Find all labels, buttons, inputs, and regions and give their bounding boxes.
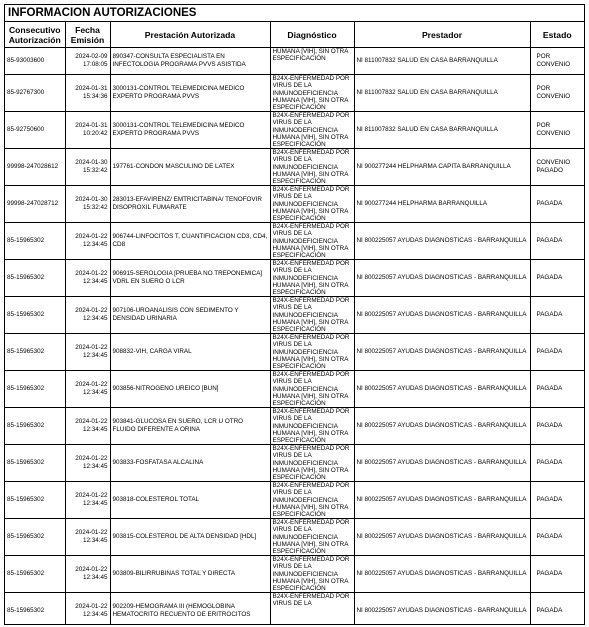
cell-estado: PAGADA — [530, 519, 584, 556]
cell-estado: PAGADA — [530, 297, 584, 334]
cell-estado: POR CONVENIO — [530, 112, 584, 149]
cell-consecutivo: 85-15965302 — [5, 519, 65, 556]
section-title: INFORMACION AUTORIZACIONES — [5, 5, 584, 22]
cell-fecha: 2024-01-22 12:34:45 — [65, 334, 110, 371]
cell-consecutivo: 85-92767300 — [5, 75, 65, 112]
cell-fecha: 2024-01-30 15:32:42 — [65, 149, 110, 186]
cell-consecutivo: 85-93003600 — [5, 48, 65, 75]
cell-consecutivo: 85-15965302 — [5, 297, 65, 334]
table-row — [5, 593, 584, 626]
cell-prestacion: 903818-COLESTEROL TOTAL — [110, 482, 270, 519]
cell-prestador: NI 800225057 AYUDAS DIAGNOSTICAS - BARRANQUILLA — [354, 519, 530, 556]
header-fecha: Fecha Emisión — [65, 22, 110, 48]
cell-prestador: NI 800225057 AYUDAS DIAGNOSTICAS - BARRANQUILLA — [354, 223, 530, 260]
cell-consecutivo: 85-15965302 — [5, 371, 65, 408]
cell-prestacion: 907106-UROANALISIS CON SEDIMENTO Y DENSIDAD URINARIA — [110, 297, 270, 334]
cell-prestador: NI 900277244 HELPHARMA CAPITA BARRANQUILLA — [354, 149, 530, 186]
header-prestador: Prestador — [354, 22, 530, 48]
cell-diagnostico: B24X-ENFERMEDAD POR VIRUS DE LA INMUNODEFICIENCIA HUMANA [VIH], SIN OTRA ESPECIFICACIÓN — [272, 223, 350, 259]
cell-prestacion: 906744-LINFOCITOS T, CUANTIFICACION CD3, CD4, CD8 — [110, 223, 270, 260]
table-row — [5, 482, 584, 519]
cell-prestacion: 3000131-CONTROL TELEMEDICINA MEDICO EXPERTO PROGRAMA PVVS — [110, 75, 270, 112]
cell-estado: PAGADA — [530, 445, 584, 482]
cell-fecha: 2024-01-22 12:34:45 — [65, 371, 110, 408]
cell-prestacion: 890347-CONSULTA ESPECIALISTA EN INFECTOLOGIA PROGRAMA PVVS ASISTIDA — [110, 48, 270, 75]
cell-estado: POR CONVENIO — [530, 75, 584, 112]
table-header-row — [5, 22, 584, 48]
cell-prestador: NI 800225057 AYUDAS DIAGNOSTICAS - BARRANQUILLA — [354, 297, 530, 334]
table-row — [5, 260, 584, 297]
cell-diagnostico: B24X-ENFERMEDAD POR VIRUS DE LA INMUNODEFICIENCIA HUMANA [VIH], SIN OTRA ESPECIFICACIÓN — [272, 556, 350, 592]
cell-prestacion: 903856-NITROGENO UREICO [BUN] — [110, 371, 270, 408]
cell-prestador: NI 811007832 SALUD EN CASA BARRANQUILLA — [354, 112, 530, 149]
cell-consecutivo: 99998-247028612 — [5, 149, 65, 186]
table-row — [5, 371, 584, 408]
cell-estado: PAGADA — [530, 593, 584, 626]
cell-prestador: NI 811007832 SALUD EN CASA BARRANQUILLA — [354, 75, 530, 112]
cell-fecha: 2024-01-22 12:34:45 — [65, 519, 110, 556]
table-row — [5, 186, 584, 223]
cell-estado: PAGADA — [530, 186, 584, 223]
header-prestacion: Prestación Autorizada — [110, 22, 270, 48]
cell-fecha: 2024-01-22 12:34:45 — [65, 593, 110, 626]
cell-consecutivo: 85-15965302 — [5, 334, 65, 371]
cell-prestacion: 903833-FOSFATASA ALCALINA — [110, 445, 270, 482]
cell-fecha: 2024-01-22 12:34:45 — [65, 260, 110, 297]
cell-consecutivo: 85-15965302 — [5, 445, 65, 482]
cell-diagnostico: B24X-ENFERMEDAD POR VIRUS DE LA INMUNODEFICIENCIA HUMANA [VIH], SIN OTRA ESPECIFICACIÓN — [272, 75, 350, 111]
cell-consecutivo: 85-15965302 — [5, 408, 65, 445]
cell-fecha: 2024-01-22 12:34:45 — [65, 482, 110, 519]
cell-estado: PAGADA — [530, 371, 584, 408]
cell-prestador: NI 800225057 AYUDAS DIAGNOSTICAS - BARRANQUILLA — [354, 408, 530, 445]
cell-diagnostico: B24X-ENFERMEDAD POR VIRUS DE LA — [272, 593, 350, 608]
header-diagnostico: Diagnóstico — [270, 22, 354, 48]
cell-diagnostico: HUMANA [VIH], SIN OTRA ESPECIFICACIÓN — [272, 48, 349, 63]
cell-consecutivo: 85-15965302 — [5, 593, 65, 626]
cell-diagnostico: B24X-ENFERMEDAD POR VIRUS DE LA INMUNODEFICIENCIA HUMANA [VIH], SIN OTRA ESPECIFICACIÓN — [272, 334, 350, 370]
cell-diagnostico: B24X-ENFERMEDAD POR VIRUS DE LA INMUNODEFICIENCIA HUMANA [VIH], SIN OTRA ESPECIFICACIÓN — [272, 408, 350, 444]
cell-diagnostico: B24X-ENFERMEDAD POR VIRUS DE LA INMUNODEFICIENCIA HUMANA [VIH], SIN OTRA ESPECIFICACIÓN — [272, 519, 350, 555]
cell-prestador: NI 800225057 AYUDAS DIAGNOSTICAS - BARRANQUILLA — [354, 593, 530, 626]
cell-diagnostico: B24X-ENFERMEDAD POR VIRUS DE LA INMUNODEFICIENCIA HUMANA [VIH], SIN OTRA ESPECIFICACIÓN — [272, 149, 350, 185]
header-estado: Estado — [530, 22, 584, 48]
cell-estado: PAGADA — [530, 556, 584, 593]
cell-prestador: NI 800225057 AYUDAS DIAGNOSTICAS - BARRANQUILLA — [354, 260, 530, 297]
cell-estado: PAGADA — [530, 408, 584, 445]
cell-prestacion: 3000131-CONTROL TELEMEDICINA MEDICO EXPERTO PROGRAMA PVVS — [110, 112, 270, 149]
cell-diagnostico: B24X-ENFERMEDAD POR VIRUS DE LA INMUNODEFICIENCIA HUMANA [VIH], SIN OTRA ESPECIFICACIÓN — [272, 445, 350, 481]
table-row — [5, 408, 584, 445]
cell-prestador: NI 900277244 HELPHARMA BARRANQUILLA — [354, 186, 530, 223]
cell-prestacion: 197761-CONDON MASCULINO DE LATEX — [110, 149, 270, 186]
table-row — [5, 519, 584, 556]
cell-estado: PAGADA — [530, 482, 584, 519]
cell-prestacion: 908832-VIH, CARGA VIRAL — [110, 334, 270, 371]
cell-diagnostico: B24X-ENFERMEDAD POR VIRUS DE LA INMUNODEFICIENCIA HUMANA [VIH], SIN OTRA ESPECIFICACIÓN — [272, 186, 350, 222]
cell-diagnostico: B24X-ENFERMEDAD POR VIRUS DE LA INMUNODEFICIENCIA HUMANA [VIH], SIN OTRA ESPECIFICACIÓN — [272, 482, 350, 518]
cell-fecha: 2024-01-22 12:34:45 — [65, 297, 110, 334]
cell-consecutivo: 85-92750600 — [5, 112, 65, 149]
table-row — [5, 334, 584, 371]
cell-fecha: 2024-01-30 15:32:42 — [65, 186, 110, 223]
cell-prestacion: 906915-SEROLOGIA [PRUEBA NO TREPONEMICA] VDRL EN SUERO O LCR — [110, 260, 270, 297]
table-row — [5, 223, 584, 260]
header-consecutivo: Consecutivo Autorización — [5, 22, 65, 48]
cell-prestacion: 283013-EFAVIRENZ/ EMTRICITABINA/ TENOFOVIR DISOPROXIL FUMARATE — [110, 186, 270, 223]
cell-diagnostico: B24X-ENFERMEDAD POR VIRUS DE LA INMUNODEFICIENCIA HUMANA [VIH], SIN OTRA ESPECIFICACIÓN — [272, 297, 350, 333]
cell-diagnostico: B24X-ENFERMEDAD POR VIRUS DE LA INMUNODEFICIENCIA HUMANA [VIH], SIN OTRA ESPECIFICACIÓN — [272, 260, 350, 296]
cell-fecha: 2024-01-31 10:20:42 — [65, 112, 110, 149]
cell-prestacion: 903809-BILIRRUBINAS TOTAL Y DIRECTA — [110, 556, 270, 593]
cell-consecutivo: 85-15965302 — [5, 482, 65, 519]
cell-fecha: 2024-01-22 12:34:45 — [65, 445, 110, 482]
cell-prestacion: 903841-GLUCOSA EN SUERO, LCR U OTRO FLUIDO DIFERENTE A ORINA — [110, 408, 270, 445]
cell-consecutivo: 85-15965302 — [5, 556, 65, 593]
cell-fecha: 2024-01-22 12:34:45 — [65, 408, 110, 445]
cell-diagnostico: B24X-ENFERMEDAD POR VIRUS DE LA INMUNODEFICIENCIA HUMANA [VIH], SIN OTRA ESPECIFICACIÓN — [272, 112, 350, 148]
table-row — [5, 112, 584, 149]
authorizations-section — [4, 4, 585, 625]
table-row — [5, 445, 584, 482]
cell-prestacion: 902209-HEMOGRAMA III (HEMOGLOBINA HEMATOCRITO RECUENTO DE ERITROCITOS — [110, 593, 270, 626]
cell-fecha: 2024-01-22 12:34:45 — [65, 556, 110, 593]
cell-estado: POR CONVENIO — [530, 48, 584, 75]
cell-fecha: 2024-01-31 15:34:36 — [65, 75, 110, 112]
table-row — [5, 149, 584, 186]
cell-consecutivo: 99998-247028712 — [5, 186, 65, 223]
cell-prestador: NI 800225057 AYUDAS DIAGNOSTICAS - BARRANQUILLA — [354, 371, 530, 408]
table-row — [5, 556, 584, 593]
cell-prestador: NI 800225057 AYUDAS DIAGNOSTICAS - BARRANQUILLA — [354, 556, 530, 593]
cell-prestador: NI 800225057 AYUDAS DIAGNOSTICAS - BARRANQUILLA — [354, 482, 530, 519]
cell-estado: CONVENIO PAGADO — [530, 149, 584, 186]
cell-prestador: NI 811007832 SALUD EN CASA BARRANQUILLA — [354, 48, 530, 75]
cell-prestador: NI 800225057 AYUDAS DIAGNOSTICAS - BARRANQUILLA — [354, 445, 530, 482]
cell-diagnostico: B24X-ENFERMEDAD POR VIRUS DE LA INMUNODEFICIENCIA HUMANA [VIH], SIN OTRA ESPECIFICACIÓN — [272, 371, 350, 407]
cell-estado: PAGADA — [530, 223, 584, 260]
table-row — [5, 75, 584, 112]
cell-prestador: NI 800225057 AYUDAS DIAGNOSTICAS - BARRANQUILLA — [354, 334, 530, 371]
cell-consecutivo: 85-15965302 — [5, 260, 65, 297]
cell-fecha: 2024-01-22 12:34:45 — [65, 223, 110, 260]
cell-fecha: 2024-02-09 17:08:05 — [65, 48, 110, 75]
cell-estado: PAGADA — [530, 260, 584, 297]
table-row — [5, 297, 584, 334]
cell-estado: PAGADA — [530, 334, 584, 371]
authorizations-table — [5, 22, 584, 625]
table-row — [5, 48, 584, 75]
cell-consecutivo: 85-15965302 — [5, 223, 65, 260]
cell-prestacion: 903815-COLESTEROL DE ALTA DENSIDAD [HDL] — [110, 519, 270, 556]
